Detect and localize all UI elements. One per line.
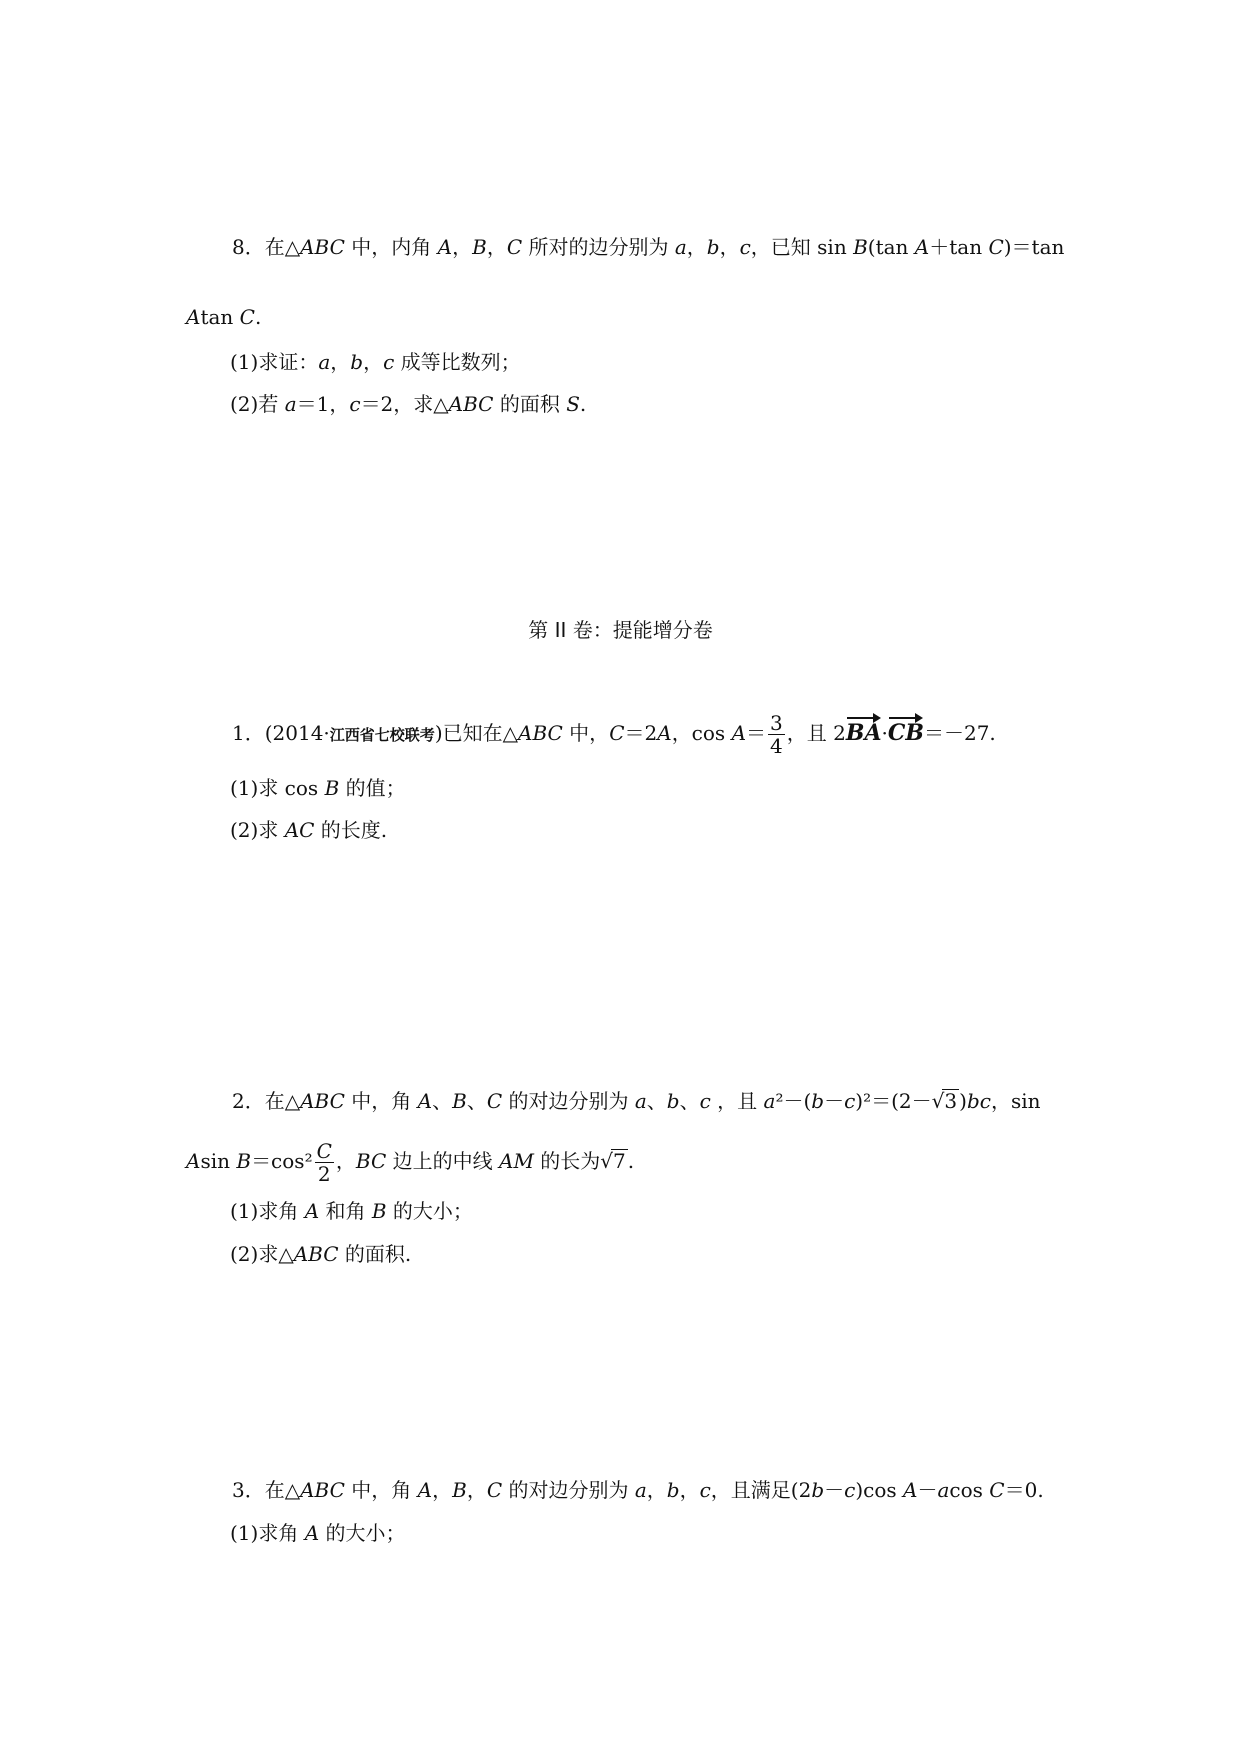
fraction: $\frac{3}{4}$ [770, 711, 783, 758]
p3-part1: (1)求角 A 的大小； [230, 1521, 406, 1545]
p1-statement: 1．(2014·江西省七校联考)已知在△ABC 中，C＝2A，cos A＝ $\frac{3}{4}$ ，且 2BA·CB＝－27. [232, 711, 996, 758]
section-title: 第 II 卷：提能增分卷 [528, 618, 713, 642]
fraction: $\frac{C}{2}$ [316, 1139, 332, 1186]
p1-part1: (1)求 cos B 的值； [230, 776, 406, 800]
p1-part2: (2)求 AC 的长度. [230, 818, 388, 842]
q8-statement-line2: Atan C. [186, 305, 262, 329]
sqrt-7: 7 [613, 1149, 626, 1173]
p2-part1: (1)求角 A 和角 B 的大小； [230, 1199, 473, 1223]
p2-statement-line1: 2．在△ABC 中，角 A、B、C 的对边分别为 a、b、c ，且 a²－(b－c)²＝(2－√3 )bc，sin [232, 1089, 1041, 1113]
q8-part1: (1)求证：a，b，c 成等比数列； [230, 350, 521, 374]
q8-statement-line1: 8．在△ABC 中，内角 A，B，C 所对的边分别为 a，b，c，已知 sin B(tan A＋tan C)＝tan [232, 235, 1065, 259]
p2-statement-line2: Asin B＝cos² $\frac{C}{2}$ ，BC 边上的中线 AM 的长为√7 . [186, 1139, 635, 1186]
sqrt-3: 3 [944, 1089, 958, 1113]
q8-part2: (2)若 a＝1，c＝2，求△ABC 的面积 S. [230, 392, 587, 416]
p3-statement: 3．在△ABC 中，角 A，B，C 的对边分别为 a，b，c，且满足(2b－c)cos A－acos C＝0. [232, 1478, 1044, 1502]
p2-part2: (2)求△ABC 的面积. [230, 1242, 412, 1266]
vector-cb: CB [888, 714, 924, 748]
vector-ba: BA [846, 714, 882, 748]
source-note: 江西省七校联考 [329, 726, 435, 744]
